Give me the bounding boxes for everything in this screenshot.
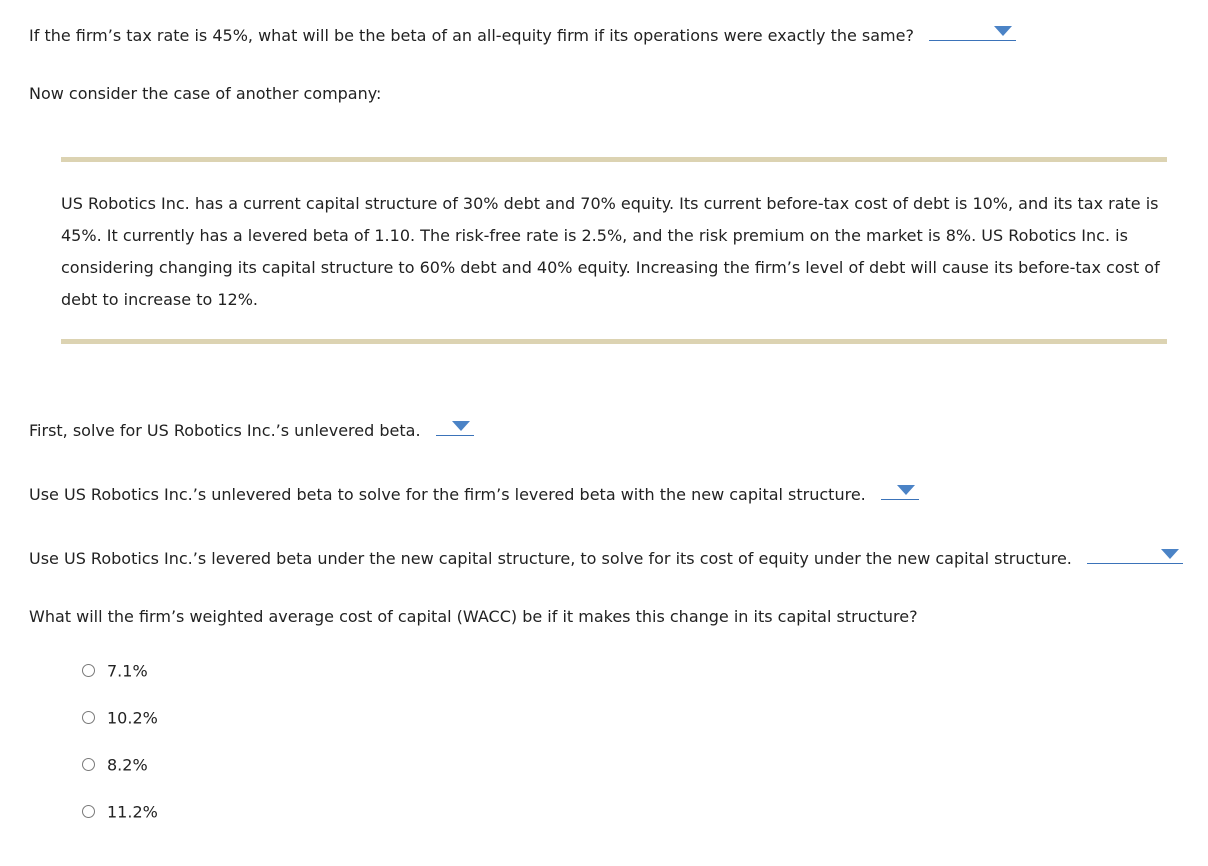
question-text: Use US Robotics Inc.’s unlevered beta to solve for the firm’s levered beta with the new capital structure. [29, 485, 866, 504]
option-label: 8.2% [107, 755, 148, 775]
question-new-levered-beta [29, 479, 919, 505]
intro-text: Now consider the case of another company: [29, 84, 382, 103]
answer-dropdown-q1[interactable] [929, 20, 1016, 41]
question-text: Use US Robotics Inc.’s levered beta under the new capital structure, to solve for its cost of equity under the new capital structure. [29, 549, 1072, 568]
wacc-option-1[interactable] [82, 661, 148, 681]
question-unlevered-beta [29, 415, 474, 441]
option-label: 10.2% [107, 708, 158, 728]
question-cost-of-equity [29, 543, 1183, 569]
answer-dropdown-q2[interactable] [436, 415, 474, 436]
answer-dropdown-q3[interactable] [881, 479, 919, 500]
question-text: First, solve for US Robotics Inc.’s unlevered beta. [29, 421, 421, 440]
dropdown-arrow-icon [1161, 549, 1179, 559]
radio-button-icon[interactable] [82, 711, 95, 724]
radio-button-icon[interactable] [82, 664, 95, 677]
dropdown-arrow-icon [897, 485, 915, 495]
scenario-paragraph: US Robotics Inc. has a current capital structure of 30% debt and 70% equity. Its current before-tax cost of debt is 10%, and its tax rate is 45%. It currently has a levered beta of 1.10. The risk-free rate is 2.5%, and the risk premium on the market is 8%. US Robotics Inc. is considering changing its capital structure to 60% debt and 40% equity. Increasing the firm’s level of debt will cause its before-tax cost of debt to increase to 12%. [61, 194, 1160, 309]
question-text: If the firm’s tax rate is 45%, what will be the beta of an all-equity firm if its operations were exactly the same? [29, 26, 914, 45]
scenario-top-divider [61, 157, 1167, 162]
wacc-option-2[interactable] [82, 708, 158, 728]
option-label: 11.2% [107, 802, 158, 822]
question-unlevered-beta-all-equity [29, 20, 1016, 46]
dropdown-arrow-icon [994, 26, 1012, 36]
radio-button-icon[interactable] [82, 758, 95, 771]
scenario-bottom-divider [61, 339, 1167, 344]
radio-button-icon[interactable] [82, 805, 95, 818]
option-label: 7.1% [107, 661, 148, 681]
wacc-option-3[interactable] [82, 755, 148, 775]
question-wacc: What will the firm’s weighted average cost of capital (WACC) be if it makes this change in its capital structure? [29, 607, 918, 626]
answer-dropdown-q4[interactable] [1087, 543, 1183, 564]
dropdown-arrow-icon [452, 421, 470, 431]
wacc-option-4[interactable] [82, 802, 158, 822]
